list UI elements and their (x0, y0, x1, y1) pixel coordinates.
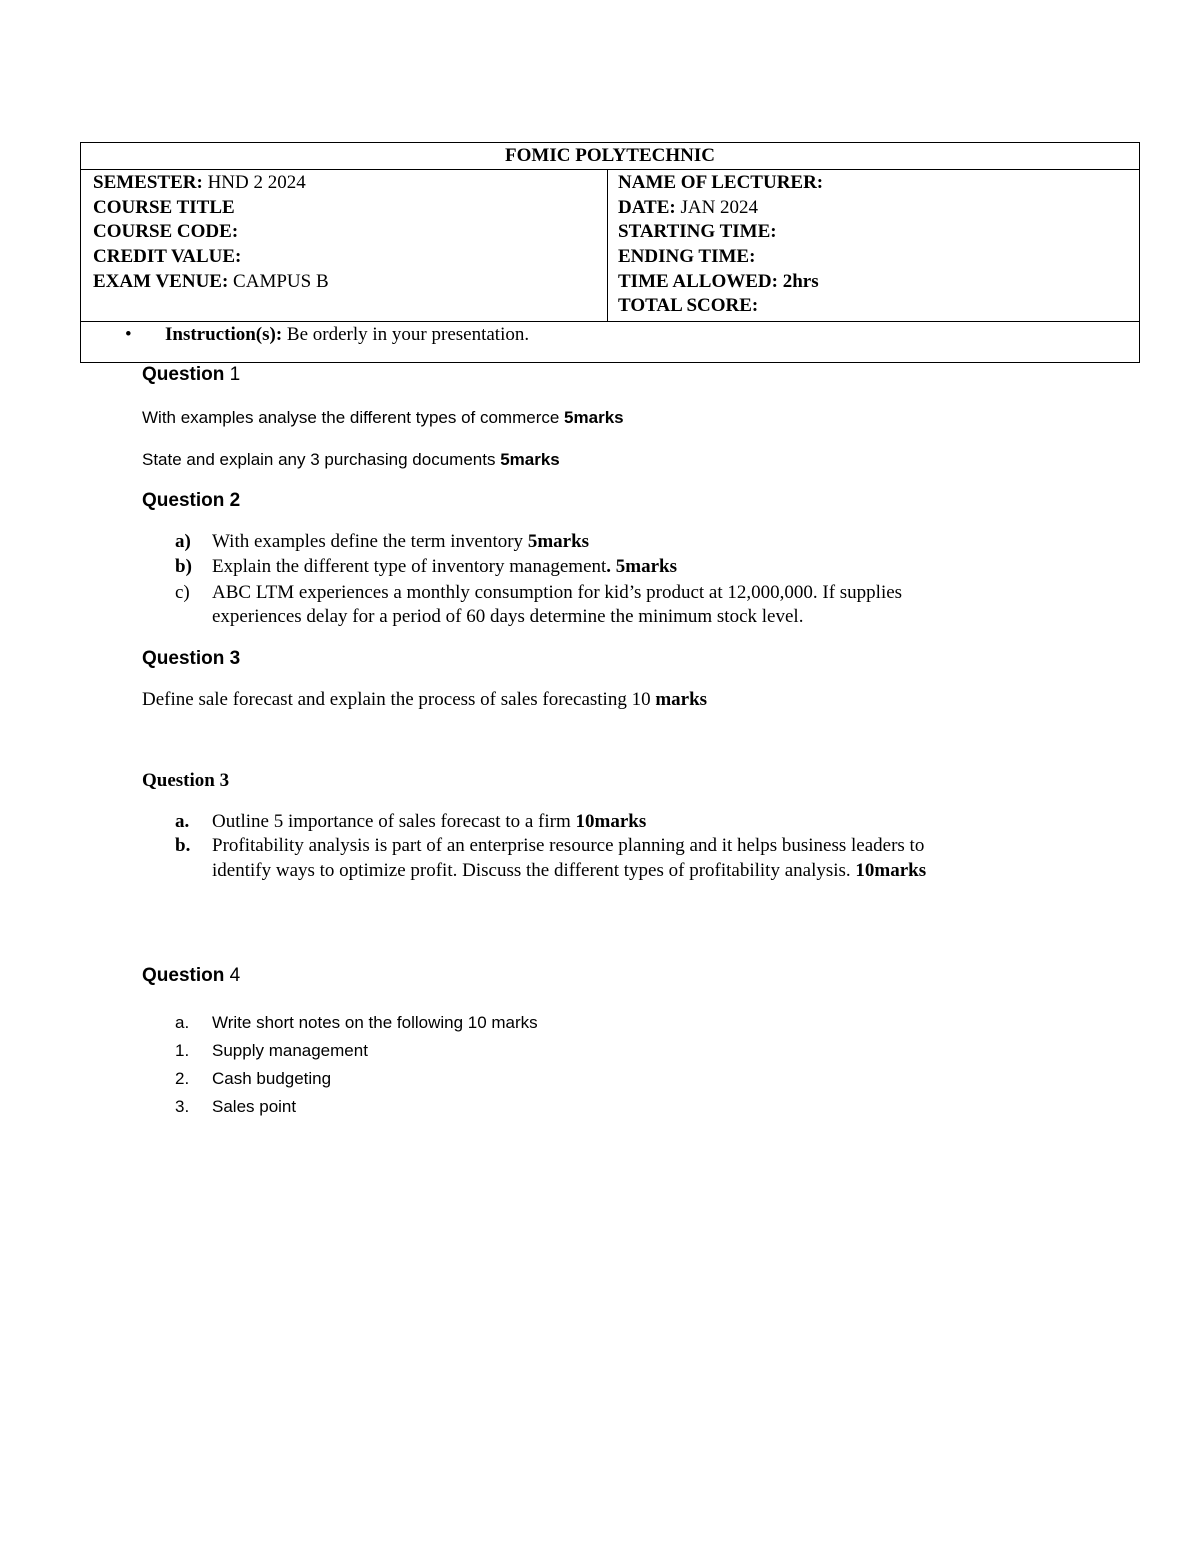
exam-details (81, 170, 1139, 322)
item-marks: 10marks (855, 860, 927, 881)
question-3b-title: Question 3 (142, 770, 230, 791)
question-3-title: Question 3 (142, 648, 241, 669)
credit-value-field (93, 245, 607, 270)
question-3-text: Define sale forecast and explain the process of sales forecasting 10 (142, 689, 656, 710)
question-1-line-2 (142, 450, 560, 470)
ending-time-label: ENDING TIME: (618, 246, 756, 268)
exam-venue-field (93, 270, 607, 295)
exam-header-table (80, 142, 1140, 363)
question-2-title: Question 2 (142, 490, 241, 511)
item-marker: a. (175, 1013, 190, 1032)
item-marker: a. (175, 811, 190, 832)
item-text: Cash budgeting (212, 1069, 332, 1088)
item-text (212, 531, 589, 553)
question-4-number: 4 (224, 965, 241, 986)
item-text-continued: experiences delay for a period of 60 days determine the minimum stock level. (212, 606, 804, 627)
question-1-line-1 (142, 408, 624, 428)
item-text-body: Outline 5 importance of sales forecast to a firm (212, 811, 576, 832)
item-text (212, 811, 646, 833)
time-allowed-label: TIME ALLOWED: 2hrs (618, 270, 819, 292)
lecturer-field (618, 171, 1139, 196)
item-marks: 10marks (575, 811, 647, 832)
question-1-word: Question (142, 364, 225, 385)
course-title-label: COURSE TITLE (93, 196, 235, 218)
exam-venue-label: EXAM VENUE: (93, 270, 229, 292)
time-allowed-field (618, 270, 1139, 295)
question-1-line-2-marks: 5marks (500, 450, 560, 469)
instruction-value: Be orderly in your presentation. (282, 324, 530, 346)
course-code-field (93, 220, 607, 245)
item-text-body: identify ways to optimize profit. Discuss the different types of profitability analysis. (212, 860, 856, 881)
item-text-body: Explain the different type of inventory management (212, 556, 607, 577)
item-text-body: With examples define the term inventory (212, 531, 528, 552)
item-text (212, 556, 677, 578)
item-text-continued (212, 860, 926, 882)
semester-value: HND 2 2024 (202, 172, 306, 193)
total-score-label: TOTAL SCORE: (618, 295, 759, 317)
starting-time-field (618, 220, 1139, 245)
item-marker: b. (175, 835, 191, 856)
semester-field (93, 171, 607, 196)
question-3-marks: marks (655, 689, 708, 710)
lecturer-label: NAME OF LECTURER: (618, 172, 824, 193)
semester-label: SEMESTER: (93, 172, 203, 193)
exam-details-right (608, 170, 1139, 321)
starting-time-label: STARTING TIME: (618, 221, 777, 243)
bullet-icon: • (125, 324, 132, 346)
date-label: DATE: (618, 196, 676, 218)
instructions-row (81, 322, 1139, 362)
date-value: JAN 2024 (675, 196, 759, 218)
question-1-line-1-text: With examples analyse the different types of commerce (142, 408, 565, 427)
exam-details-left (81, 170, 608, 321)
item-text: Write short notes on the following 10 marks (212, 1013, 538, 1032)
question-4-title (142, 965, 240, 987)
course-code-label: COURSE CODE: (93, 221, 239, 243)
instruction-label: Instruction(s): (165, 324, 283, 346)
institution-name: FOMIC POLYTECHNIC (81, 143, 1139, 170)
question-1-line-1-marks: 5marks (564, 408, 624, 427)
total-score-field (618, 294, 1139, 319)
instruction-text (165, 324, 529, 346)
item-marks: 5marks (527, 531, 590, 552)
ending-time-field (618, 245, 1139, 270)
item-text: Supply management (212, 1041, 368, 1060)
item-marker: c) (175, 582, 190, 603)
item-marker: 3. (175, 1097, 190, 1116)
item-text: Sales point (212, 1097, 297, 1116)
date-field (618, 196, 1139, 221)
question-3-line (142, 689, 707, 711)
item-marker: a) (175, 531, 191, 552)
exam-venue-value: CAMPUS B (228, 270, 329, 292)
item-text: Profitability analysis is part of an enterprise resource planning and it helps business leaders to (212, 835, 925, 856)
question-1-line-2-text: State and explain any 3 purchasing documents (142, 450, 501, 469)
item-text: ABC LTM experiences a monthly consumption for kid’s product at 12,000,000. If supplies (212, 582, 903, 603)
item-marks: . 5marks (606, 556, 678, 577)
item-marker: b) (175, 556, 192, 577)
question-1-title (142, 364, 240, 386)
question-1-number: 1 (224, 364, 241, 385)
item-marker: 2. (175, 1069, 190, 1088)
item-marker: 1. (175, 1041, 190, 1060)
course-title-field (93, 196, 607, 221)
credit-value-label: CREDIT VALUE: (93, 246, 242, 268)
question-4-word: Question (142, 965, 225, 986)
